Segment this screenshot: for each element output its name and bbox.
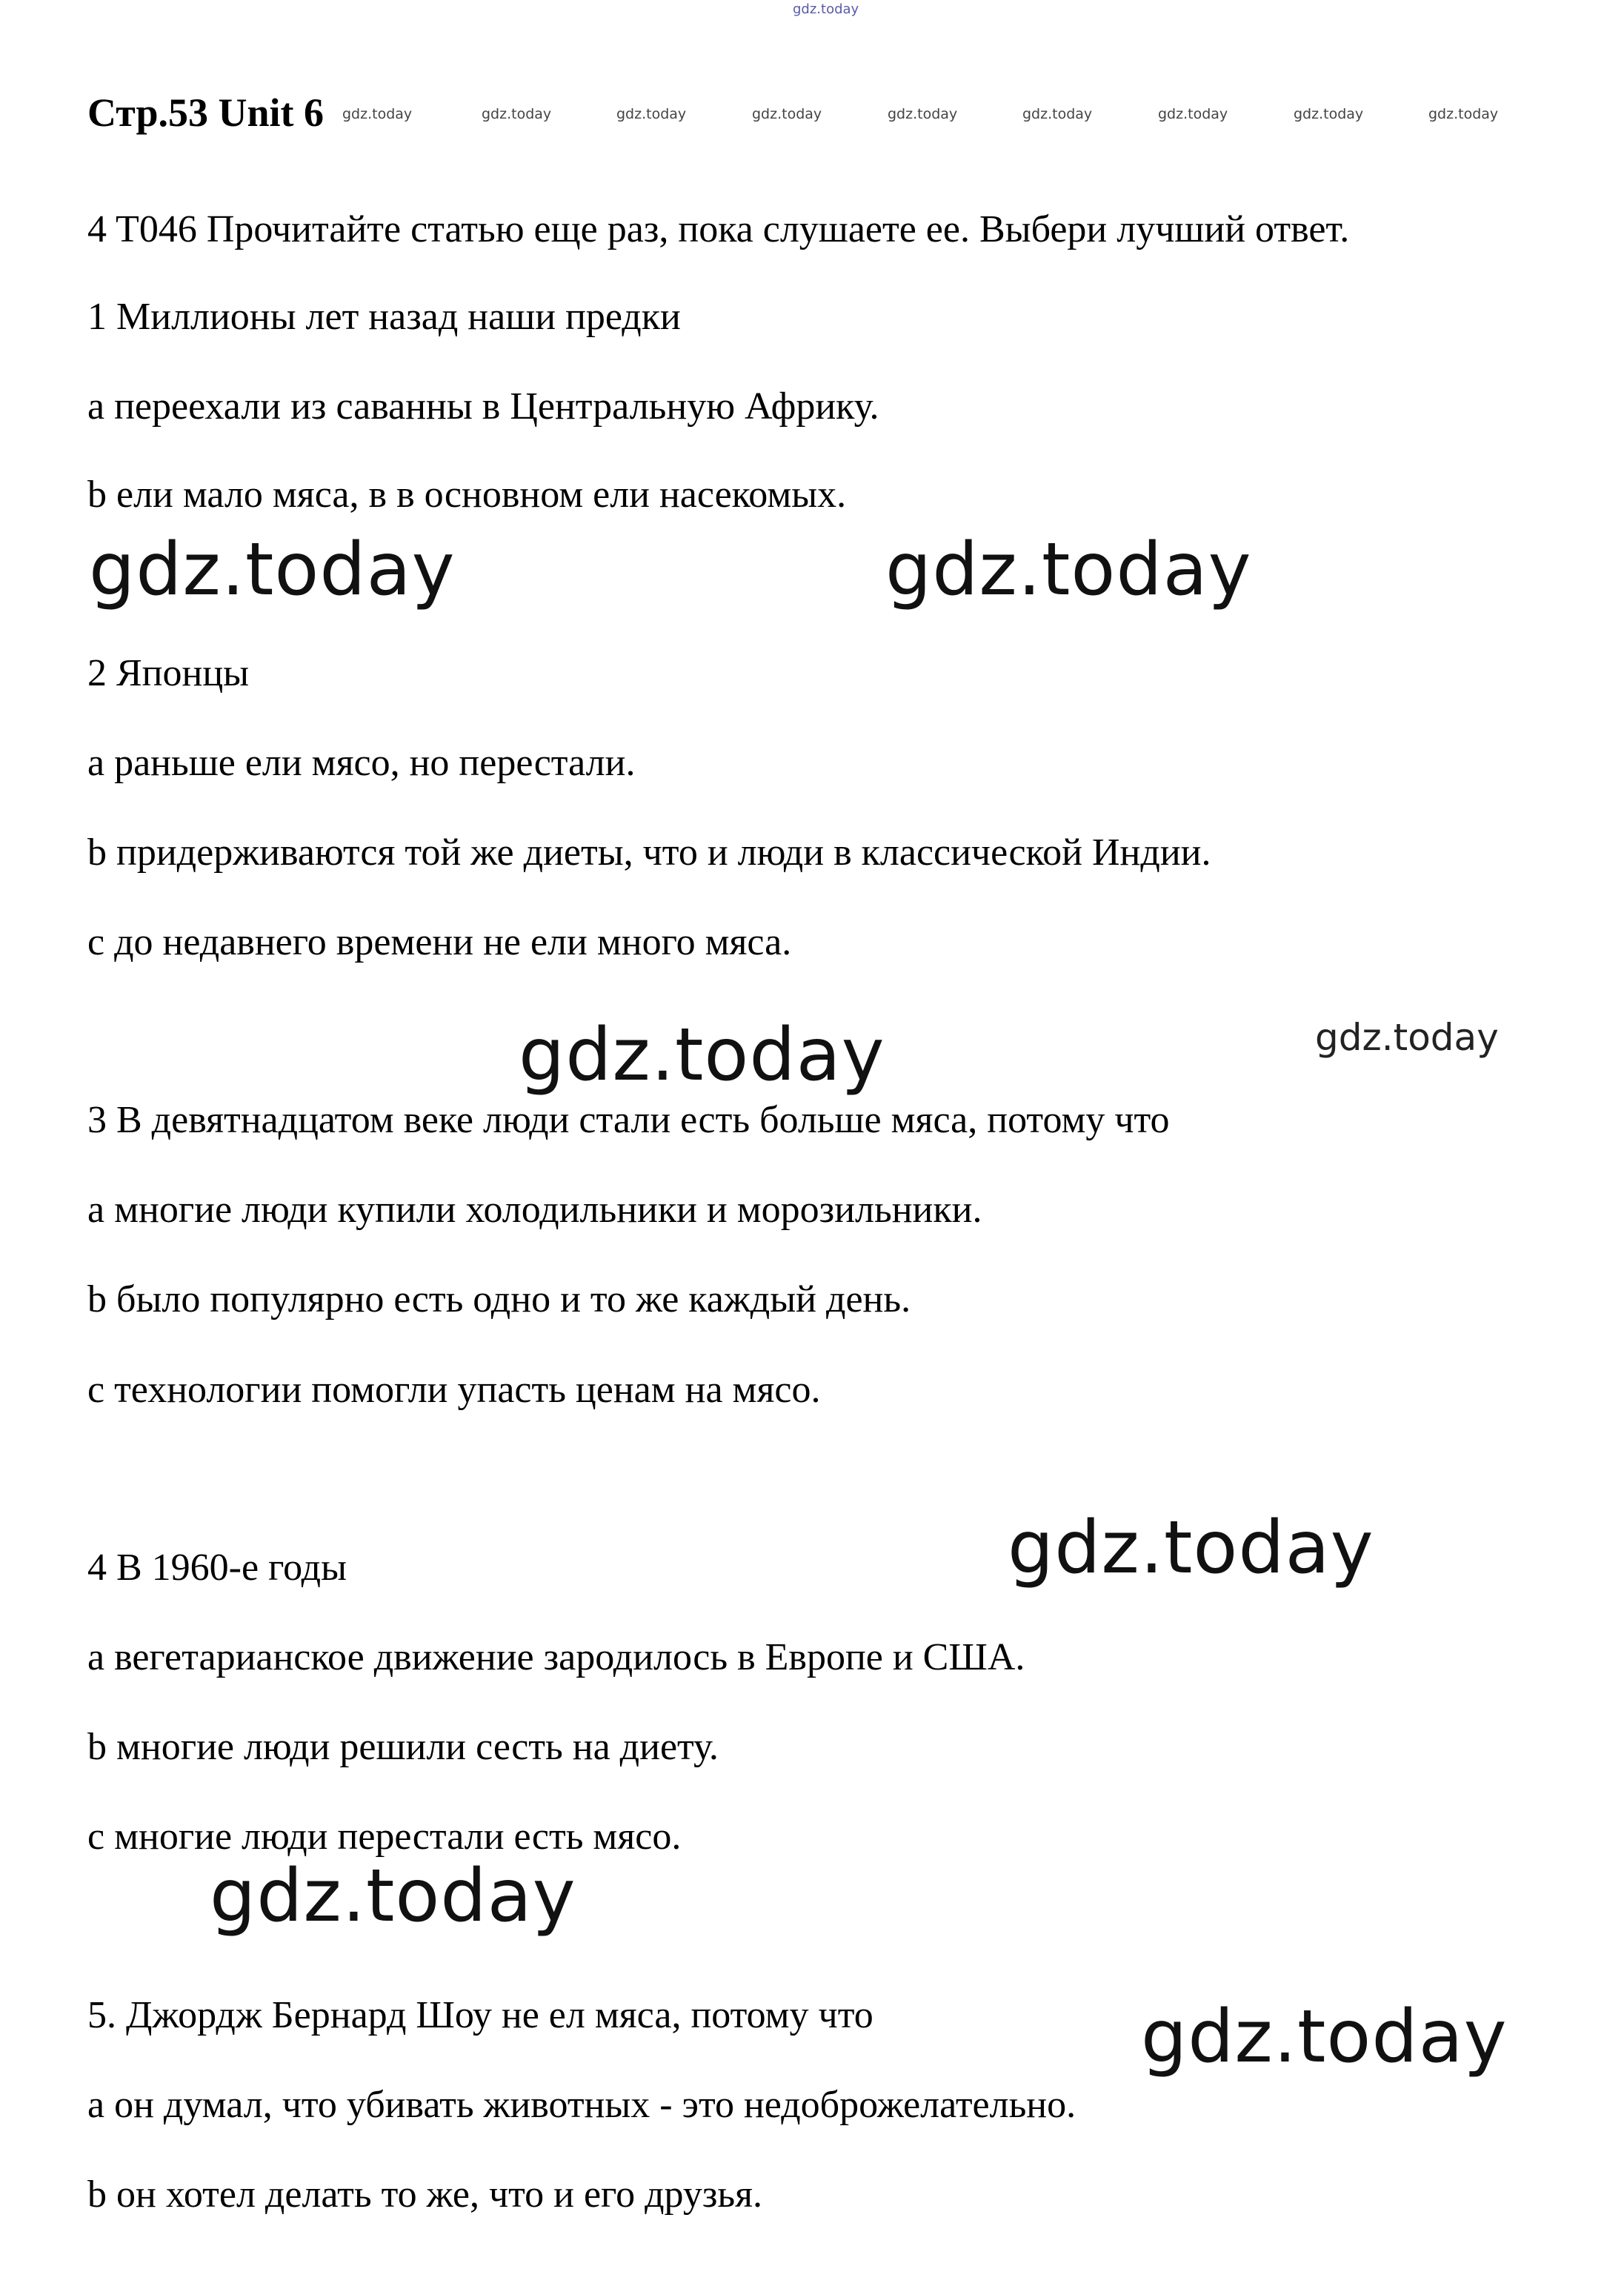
question-stem: 2 Японцы [87, 652, 250, 694]
answer-option: b он хотел делать то же, что и его друзья. [87, 2173, 763, 2216]
watermark-large: gdz.today [1141, 1995, 1508, 2079]
answer-option: b ели мало мяса, в в основном ели насекомых. [87, 474, 847, 516]
watermark-top: gdz.today [793, 1, 859, 17]
watermark-small: gdz.today [342, 106, 413, 122]
answer-option: a вегетарианское движение зародилось в Европе и США. [87, 1636, 1025, 1678]
answer-option: a многие люди купили холодильники и морозильники. [87, 1189, 982, 1231]
question-stem: 4 В 1960-е годы [87, 1547, 347, 1589]
watermark-large: gdz.today [1008, 1506, 1374, 1590]
watermark-small: gdz.today [1158, 106, 1228, 122]
watermark-large: gdz.today [885, 528, 1252, 612]
watermark-large: gdz.today [89, 528, 456, 612]
answer-option: b придерживаются той же диеты, что и люди в классической Индии. [87, 831, 1211, 874]
watermark-small: gdz.today [752, 106, 822, 122]
question-stem: 1 Миллионы лет назад наши предки [87, 296, 681, 338]
watermark-medium: gdz.today [1315, 1016, 1499, 1059]
watermark-large: gdz.today [210, 1854, 576, 1938]
answer-option: c технологии помогли упасть ценам на мясо. [87, 1369, 821, 1411]
answer-option: b было популярно есть одно и то же каждый день. [87, 1278, 911, 1320]
page-title: Стр.53 Unit 6 [87, 90, 325, 135]
answer-option: c до недавнего времени не ели много мяса. [87, 921, 792, 963]
watermark-large: gdz.today [519, 1013, 885, 1097]
answer-option: a раньше ели мясо, но перестали. [87, 742, 636, 784]
watermark-small: gdz.today [616, 106, 687, 122]
answer-option: c многие люди перестали есть мясо. [87, 1815, 682, 1858]
watermark-small: gdz.today [888, 106, 958, 122]
answer-option: b многие люди решили сесть на диету. [87, 1726, 719, 1768]
watermark-small: gdz.today [482, 106, 552, 122]
watermark-small: gdz.today [1428, 106, 1499, 122]
answer-option: a переехали из саванны в Центральную Африку. [87, 385, 879, 428]
watermark-small: gdz.today [1022, 106, 1093, 122]
answer-option: a он думал, что убивать животных - это недоброжелательно. [87, 2084, 1076, 2126]
question-stem: 3 В девятнадцатом веке люди стали есть больше мяса, потому что [87, 1099, 1170, 1141]
question-stem: 5. Джордж Бернард Шоу не ел мяса, потому что [87, 1994, 873, 2036]
watermark-small: gdz.today [1294, 106, 1364, 122]
task-instruction: 4 T046 Прочитайте статью еще раз, пока слушаете ее. Выбери лучший ответ. [87, 208, 1350, 250]
